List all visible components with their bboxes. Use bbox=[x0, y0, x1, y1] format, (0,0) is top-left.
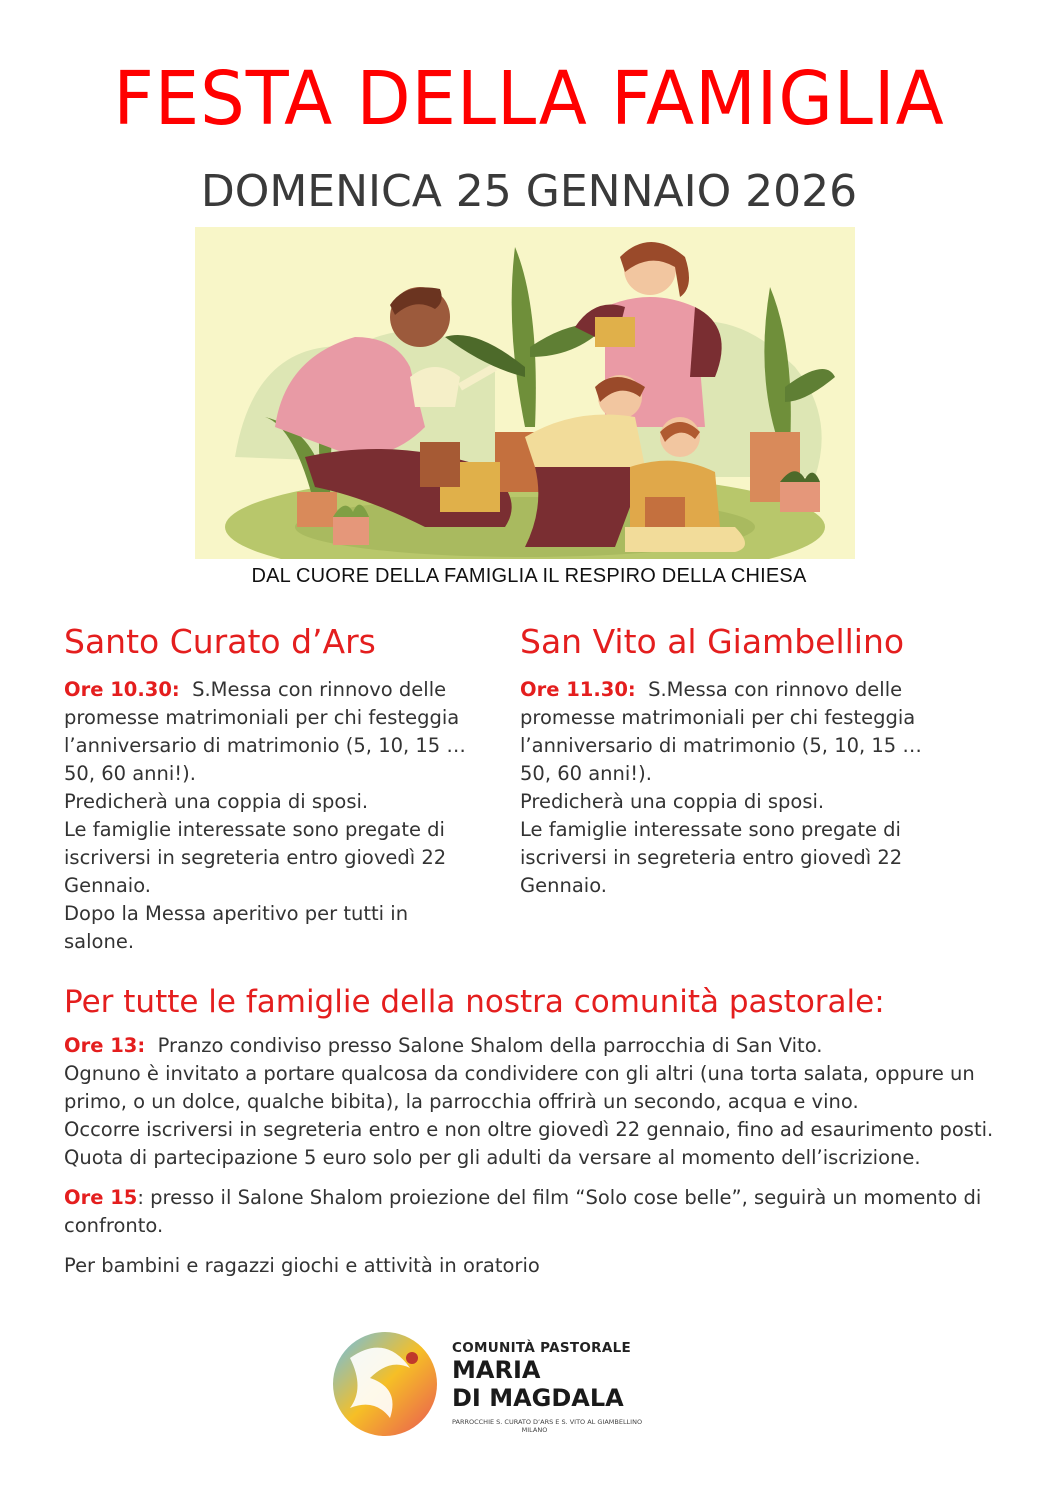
film-description: : presso il Salone Shalom proiezione del film “Solo cose belle”, seguirà un momento di confronto. bbox=[64, 1185, 982, 1237]
parish-name: San Vito al Giambellino bbox=[520, 622, 905, 661]
mass-time: Ore 11.30: bbox=[520, 677, 636, 701]
parish-schedule bbox=[520, 676, 940, 788]
event-date: DOMENICA 25 GENNAIO 2026 bbox=[200, 166, 858, 217]
film-time: Ore 15 bbox=[64, 1185, 138, 1209]
community-heading: Per tutte le famiglie della nostra comunità pastorale: bbox=[64, 984, 885, 1020]
tagline: DAL CUORE DELLA FAMIGLIA IL RESPIRO DELLA CHIESA bbox=[251, 565, 807, 587]
page-title: FESTA DELLA FAMIGLIA bbox=[113, 56, 945, 142]
kids-line: Per bambini e ragazzi giochi e attività in oratorio bbox=[64, 1253, 540, 1277]
logo-line4: PARROCCHIE S. CURATO D’ARS E S. VITO AL GIAMBELLINO bbox=[452, 1418, 643, 1426]
parish-line: Predicherà una coppia di sposi. bbox=[64, 789, 369, 813]
logo-line3: DI MAGDALA bbox=[452, 1384, 624, 1412]
lunch-detail: Quota di partecipazione 5 euro solo per gli adulti da versare al momento dell’iscrizione. bbox=[64, 1145, 921, 1169]
parish-name: Santo Curato d’Ars bbox=[64, 622, 376, 661]
lunch-detail: Occorre iscriversi in segreteria entro e non oltre giovedì 22 gennaio, fino ad esaurimento posti. bbox=[64, 1117, 994, 1141]
parish-line: Predicherà una coppia di sposi. bbox=[520, 789, 825, 813]
mass-description: S.Messa con rinnovo delle promesse matrimoniali per chi festeggia l’anniversario di matrimonio (5, 10, 15 …50, 60 anni!). bbox=[64, 677, 466, 785]
mass-description: S.Messa con rinnovo delle promesse matrimoniali per chi festeggia l’anniversario di matrimonio (5, 10, 15 …50, 60 anni!). bbox=[520, 677, 922, 785]
logo-line2: MARIA bbox=[452, 1356, 541, 1384]
community-section bbox=[64, 983, 1004, 1280]
parish-santo-curato bbox=[64, 622, 484, 956]
parish-line: Le famiglie interessate sono pregate di iscriversi in segreteria entro giovedì 22 Gennaio. bbox=[64, 817, 447, 897]
logo-line5: MILANO bbox=[521, 1426, 548, 1434]
parish-line: Le famiglie interessate sono pregate di iscriversi in segreteria entro giovedì 22 Gennaio. bbox=[520, 817, 903, 897]
family-gardening-illustration bbox=[195, 227, 855, 559]
parish-line: Dopo la Messa aperitivo per tutti in salone. bbox=[64, 901, 409, 953]
parish-schedule bbox=[64, 676, 484, 788]
lunch-line bbox=[64, 1032, 1004, 1060]
lunch-detail: Ognuno è invitato a portare qualcosa da condividere con gli altri (una torta salata, oppure un primo, o un dolce, qualche bibita), la parrocchia offrirà un secondo, acqua e vino. bbox=[64, 1061, 975, 1113]
lunch-description: Pranzo condiviso presso Salone Shalom della parrocchia di San Vito. bbox=[157, 1033, 823, 1057]
logo-line1: COMUNITÀ PASTORALE bbox=[452, 1340, 631, 1356]
logo-text bbox=[452, 1340, 642, 1434]
lunch-time: Ore 13: bbox=[64, 1033, 146, 1057]
film-line bbox=[64, 1184, 1004, 1240]
mass-time: Ore 10.30: bbox=[64, 677, 180, 701]
parish-san-vito bbox=[520, 622, 940, 900]
